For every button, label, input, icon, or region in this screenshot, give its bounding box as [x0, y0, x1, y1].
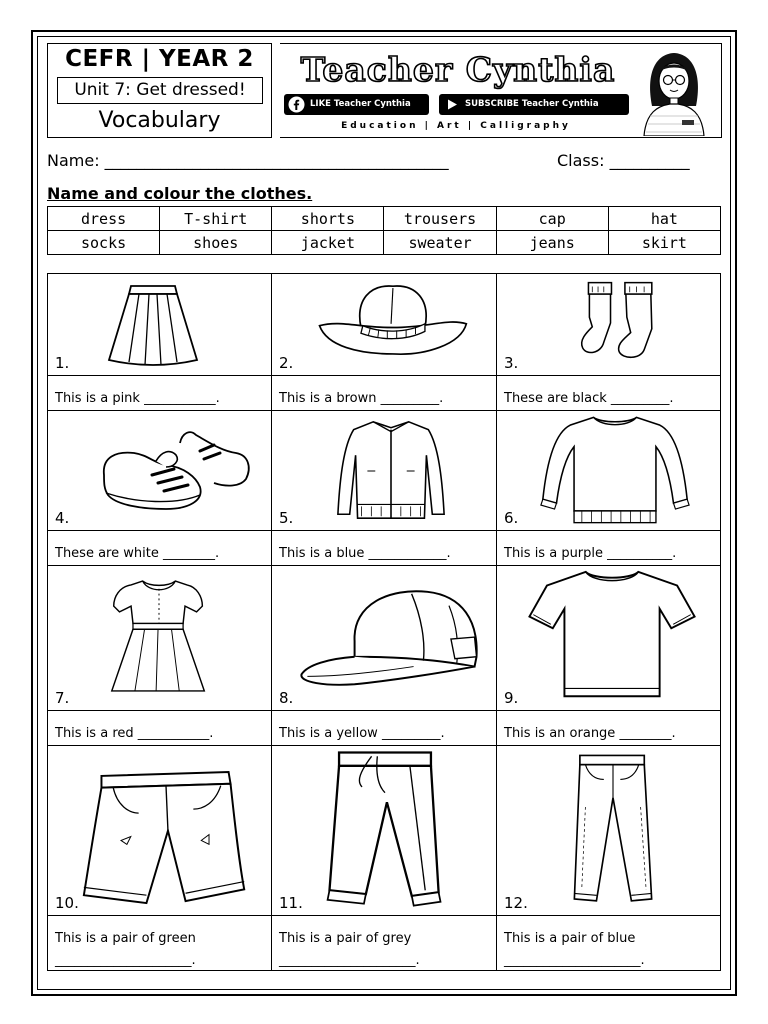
facebook-like-badge: [284, 94, 429, 115]
clothes-grid: [47, 273, 721, 971]
sweater-icon: [537, 413, 693, 527]
worksheet-title: CEFR | YEAR 2: [65, 46, 254, 72]
sentence-line[interactable]: This is a brown _________.: [279, 391, 444, 406]
item-image-cell: [271, 273, 497, 376]
item-image-cell: [271, 745, 497, 916]
facebook-icon: [288, 96, 305, 113]
item-image-cell: [496, 410, 721, 531]
word-bank-cell: skirt: [608, 231, 720, 255]
item-image-cell: [496, 273, 721, 376]
instruction: Name and colour the clothes.: [47, 184, 313, 203]
sentence-cell: [271, 710, 497, 746]
word-bank-cell: T-shirt: [160, 207, 272, 231]
word-bank-cell: hat: [608, 207, 720, 231]
sentence-cell: [271, 530, 497, 566]
sentence-line[interactable]: This is a red ___________.: [55, 726, 214, 741]
shoes-icon: [96, 423, 256, 523]
sentence-cell: [496, 375, 721, 411]
sentence-cell: [496, 915, 721, 971]
facebook-like-text: LIKE Teacher Cynthia: [310, 99, 411, 109]
hat-icon: [312, 278, 472, 364]
worksheet-subtitle: Vocabulary: [98, 108, 221, 133]
class-field[interactable]: Class: __________: [557, 151, 690, 170]
trousers-icon: [318, 748, 452, 912]
skirt-icon: [93, 278, 213, 368]
jeans-icon: [567, 748, 659, 912]
branding-banner: [280, 43, 722, 138]
sentence-cell: [47, 375, 272, 411]
item-image-cell: [47, 565, 272, 711]
sentence-line[interactable]: This is a pair of blue: [504, 931, 636, 946]
sentence-line[interactable]: This is a blue ____________.: [279, 546, 451, 561]
sentence-line[interactable]: This is a pair of green: [55, 931, 196, 946]
item-number: 12.: [504, 894, 528, 912]
sentence-cell: [271, 915, 497, 971]
item-number: 8.: [279, 689, 294, 707]
youtube-icon: [443, 96, 460, 113]
item-image-cell: [271, 565, 497, 711]
item-image-cell: [47, 410, 272, 531]
sentence-line[interactable]: These are black _________.: [504, 391, 674, 406]
item-image-cell: [496, 745, 721, 916]
teacher-avatar: [630, 46, 718, 136]
sentence-line[interactable]: _____________________.: [504, 953, 645, 968]
word-bank-row: [48, 231, 721, 255]
word-bank-cell: jeans: [496, 231, 608, 255]
youtube-subscribe-badge: [439, 94, 629, 115]
sentence-cell: [47, 710, 272, 746]
word-bank-cell: shoes: [160, 231, 272, 255]
sentence-cell: [47, 915, 272, 971]
youtube-subscribe-text: SUBSCRIBE Teacher Cynthia: [465, 99, 599, 109]
sentence-line[interactable]: This is a pair of grey: [279, 931, 412, 946]
sentence-line[interactable]: _____________________.: [55, 953, 196, 968]
sentence-line[interactable]: This is a yellow _________.: [279, 726, 445, 741]
brand-tagline: Education | Art | Calligraphy: [341, 121, 571, 131]
sentence-cell: [496, 710, 721, 746]
item-image-cell: [271, 410, 497, 531]
tshirt-icon: [525, 568, 701, 704]
jacket-icon: [332, 415, 450, 525]
dress-icon: [106, 572, 212, 700]
item-number: 3.: [504, 354, 519, 372]
item-number: 2.: [279, 354, 294, 372]
item-number: 9.: [504, 689, 519, 707]
sentence-line[interactable]: This is a purple __________.: [504, 546, 677, 561]
word-bank-cell: trousers: [384, 207, 496, 231]
item-image-cell: [47, 273, 272, 376]
sentence-cell: [47, 530, 272, 566]
word-bank: [47, 206, 721, 255]
item-image-cell: [47, 745, 272, 916]
word-bank-cell: cap: [496, 207, 608, 231]
header-box: [47, 43, 272, 138]
socks-icon: [575, 278, 671, 366]
word-bank-cell: socks: [48, 231, 160, 255]
item-image-cell: [496, 565, 721, 711]
sentence-line[interactable]: These are white ________.: [55, 546, 220, 561]
unit-label: Unit 7: Get dressed!: [57, 77, 263, 104]
item-number: 10.: [55, 894, 79, 912]
item-number: 4.: [55, 509, 70, 527]
brand-name: Teacher Cynthia: [300, 50, 616, 89]
item-number: 11.: [279, 894, 303, 912]
shorts-icon: [78, 770, 254, 907]
name-field[interactable]: Name: ___________________________________________: [47, 151, 449, 170]
word-bank-cell: dress: [48, 207, 160, 231]
sentence-cell: [496, 530, 721, 566]
word-bank-cell: sweater: [384, 231, 496, 255]
sentence-line[interactable]: _____________________.: [279, 953, 420, 968]
item-number: 1.: [55, 354, 70, 372]
item-number: 5.: [279, 509, 294, 527]
item-number: 6.: [504, 509, 519, 527]
item-number: 7.: [55, 689, 70, 707]
word-bank-cell: jacket: [272, 231, 384, 255]
word-bank-row: [48, 207, 721, 231]
cap-icon: [294, 582, 484, 700]
word-bank-cell: shorts: [272, 207, 384, 231]
sentence-line[interactable]: This is an orange ________.: [504, 726, 676, 741]
sentence-line[interactable]: This is a pink ___________.: [55, 391, 220, 406]
sentence-cell: [271, 375, 497, 411]
